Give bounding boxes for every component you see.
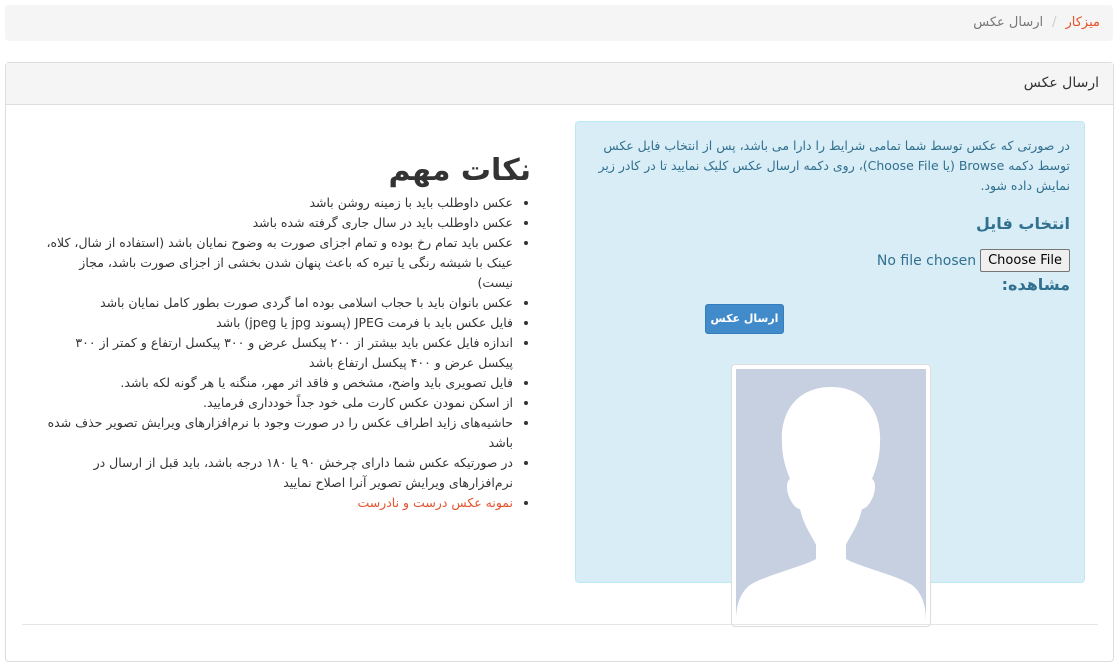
breadcrumb-current: ارسال عکس (973, 15, 1044, 30)
send-photo-button[interactable]: ارسال عکس (705, 304, 784, 334)
important-notes (46, 153, 531, 513)
notes-list (46, 193, 531, 513)
choose-file-button[interactable]: Choose File (980, 249, 1070, 272)
list-item: • فایل تصویری باید واضح، مشخص و فاقد اثر مهر، منگنه یا هر گونه لکه باشد. (46, 373, 513, 393)
list-item: • فایل عکس باید با فرمت JPEG (پسوند jpg یا jpeg) باشد (46, 313, 513, 333)
notes-title: نکات مهم (388, 153, 531, 188)
file-status: No file chosen (876, 252, 977, 269)
divider (22, 624, 1098, 625)
avatar-placeholder-icon (736, 369, 926, 622)
list-item: • عکس داوطلب باید در سال جاری گرفته شده باشد (46, 213, 513, 233)
preview-label: مشاهده: (1001, 275, 1070, 294)
upload-panel (5, 62, 1114, 662)
list-item: • عکس باید تمام رخ بوده و تمام اجزای صورت به وضوح نمایان باشد (استفاده از شال، کلاه، عینک با شیشه رنگی یا تیره که باعث پنهان شدن بخشی از اجزای صورت باشد، مجاز نیست) (46, 233, 513, 293)
list-item: • در صورتیکه عکس شما دارای چرخش ۹۰ یا ۱۸۰ درجه باشد، باید قبل از ارسال در نرم‌افزارهای ویرایش تصویر آنرا اصلاح نمایید (46, 453, 513, 493)
list-item: • از اسکن نمودن عکس کارت ملی خود جداً خودداری فرمایید. (46, 393, 513, 413)
sample-photo-link[interactable]: نمونه عکس درست و نادرست (357, 495, 513, 510)
list-item (46, 493, 513, 513)
breadcrumb (5, 5, 1113, 41)
breadcrumb-separator: / (1052, 15, 1057, 30)
panel-title: ارسال عکس (6, 63, 1113, 105)
list-item: • حاشیه‌های زاید اطراف عکس را در صورت وجود با نرم‌افزارهای ویرایش تصویر حذف شده باشد (46, 413, 513, 453)
select-file-title: انتخاب فایل (976, 214, 1070, 233)
upload-info-box (575, 121, 1085, 583)
breadcrumb-home-link[interactable]: میزکار (1065, 15, 1100, 30)
photo-preview (731, 364, 931, 627)
upload-instructions: در صورتی که عکس توسط شما تمامی شرایط را دارا می باشد، پس از انتخاب فایل عکس توسط دکمه Browse (یا Choose File)، روی دکمه ارسال عکس کلیک نمایید تا در کادر زیر نمایش داده شود. (598, 138, 1070, 193)
list-item: • اندازه فایل عکس باید بیشتر از ۲۰۰ پیکسل عرض و ۳۰۰ پیکسل ارتفاع و کمتر از ۳۰۰ پیکسل عرض و ۴۰۰ پیکسل ارتفاع باشد (46, 333, 513, 373)
file-input[interactable] (877, 249, 1070, 272)
list-item: • عکس بانوان باید با حجاب اسلامی بوده اما گردی صورت بطور کامل نمایان باشد (46, 293, 513, 313)
list-item: • عکس داوطلب باید با زمینه روشن باشد (46, 193, 513, 213)
